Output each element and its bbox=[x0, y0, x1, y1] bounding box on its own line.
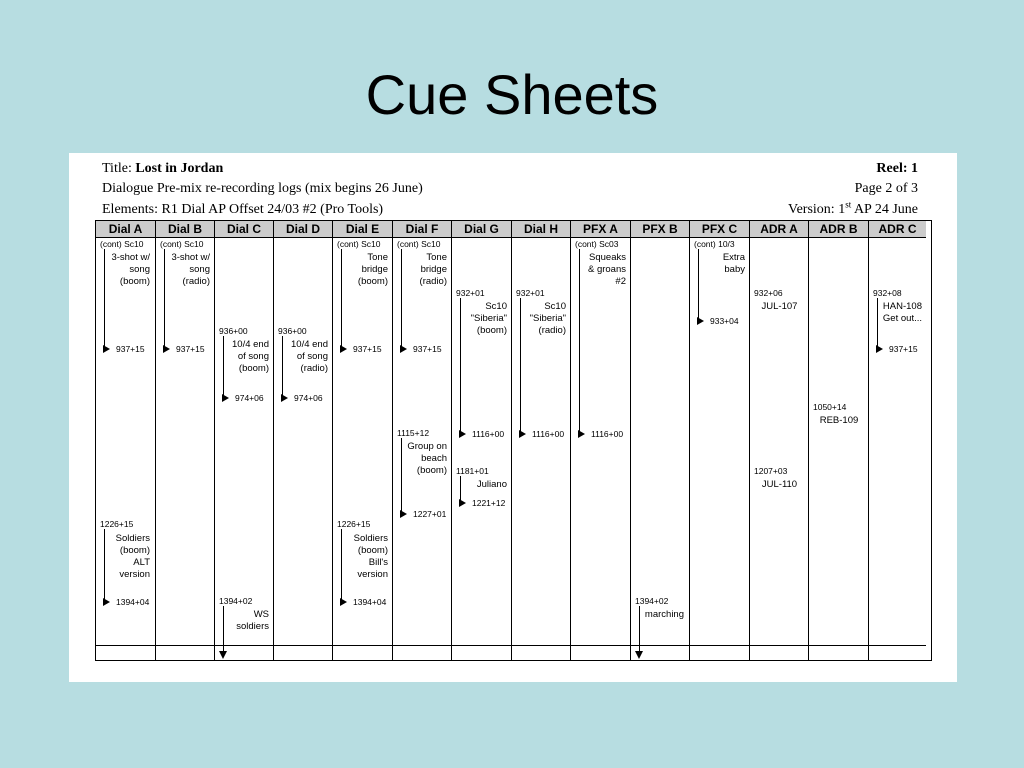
cue-duration-line bbox=[341, 529, 342, 602]
track-column bbox=[214, 221, 273, 660]
cue-block bbox=[393, 221, 452, 660]
cue-note bbox=[291, 339, 328, 375]
track-column-header: PFX C bbox=[690, 221, 749, 238]
cue-end-timecode: 1394+04 bbox=[353, 597, 387, 607]
cue-note bbox=[171, 252, 210, 288]
sheet-version-sup: st bbox=[845, 199, 852, 210]
cue-duration-line bbox=[520, 298, 521, 434]
cue-note-line: JUL-107 bbox=[761, 301, 798, 312]
cue-note-line: HAN-108 bbox=[882, 301, 922, 312]
cue-note-line: Soldiers bbox=[353, 533, 388, 544]
cue-end-timecode: 1227+01 bbox=[413, 509, 447, 519]
cue-end-timecode: 937+15 bbox=[353, 344, 382, 354]
cue-duration-line bbox=[223, 606, 224, 651]
cue-start-timecode: 932+01 bbox=[516, 288, 545, 298]
sheet-reel-value: Reel: 1 bbox=[876, 161, 918, 176]
cue-end-arrow-icon bbox=[876, 345, 883, 353]
cue-end-arrow-icon bbox=[400, 510, 407, 518]
cue-start-timecode: 1226+15 bbox=[337, 519, 371, 529]
cue-end-timecode: 974+06 bbox=[294, 393, 323, 403]
cue-note-line: (boom) bbox=[119, 276, 150, 287]
cue-note bbox=[645, 609, 684, 621]
sheet-title-line bbox=[102, 161, 223, 177]
cue-block bbox=[96, 221, 155, 660]
cue-note-line: "Siberia" bbox=[470, 313, 507, 324]
cue-block bbox=[512, 221, 571, 660]
cue-block bbox=[809, 221, 869, 660]
cue-end-arrow-icon bbox=[340, 598, 347, 606]
track-column-header: PFX A bbox=[571, 221, 630, 238]
cue-block bbox=[571, 221, 631, 660]
cue-start-timecode: (cont) 10/3 bbox=[694, 239, 735, 249]
cue-note-line: baby bbox=[724, 264, 745, 275]
cue-note-line: (boom) bbox=[238, 363, 269, 374]
cue-note-line: (boom) bbox=[416, 465, 447, 476]
cue-note-line: song bbox=[189, 264, 210, 275]
cue-note-line: 10/4 end bbox=[232, 339, 269, 350]
cue-continue-arrow-icon bbox=[635, 651, 643, 659]
cue-note-line: JUL-110 bbox=[761, 479, 798, 490]
cue-note-line: Soldiers bbox=[115, 533, 150, 544]
cue-note-line: bridge bbox=[420, 264, 447, 275]
cue-duration-line bbox=[282, 336, 283, 398]
cue-note-line: (boom) bbox=[357, 545, 388, 556]
cue-note bbox=[723, 252, 745, 276]
cue-end-timecode: 1116+00 bbox=[591, 429, 624, 439]
cue-end-timecode: 937+15 bbox=[176, 344, 205, 354]
sheet-subtitle: Dialogue Pre-mix re-recording logs (mix begins 26 June) bbox=[102, 181, 423, 196]
cue-start-timecode: 1050+14 bbox=[813, 402, 847, 412]
cue-block bbox=[274, 221, 333, 660]
cue-note bbox=[236, 609, 269, 633]
cue-end-timecode: 1394+04 bbox=[116, 597, 150, 607]
cue-block bbox=[631, 221, 690, 660]
sheet-version-prefix: Version: 1 bbox=[788, 202, 846, 217]
cue-note-line: (radio) bbox=[538, 325, 566, 336]
cue-sheet-document bbox=[69, 153, 957, 682]
track-column bbox=[630, 221, 689, 660]
cue-grid bbox=[95, 220, 932, 661]
cue-note bbox=[883, 301, 922, 325]
cue-duration-line bbox=[877, 298, 878, 349]
cue-end-arrow-icon bbox=[163, 345, 170, 353]
cue-note-line: Sc10 bbox=[544, 301, 566, 312]
track-column-header: Dial B bbox=[156, 221, 214, 238]
cue-start-timecode: (cont) Sc10 bbox=[337, 239, 381, 249]
cue-start-timecode: 1394+02 bbox=[635, 596, 669, 606]
cue-note-line: (boom) bbox=[357, 276, 388, 287]
cue-end-arrow-icon bbox=[281, 394, 288, 402]
cue-note-line: Tone bbox=[426, 252, 447, 263]
cue-note-line: WS bbox=[253, 609, 269, 620]
cue-note-line: soldiers bbox=[236, 621, 269, 632]
cue-start-timecode: 1115+12 bbox=[397, 428, 430, 438]
cue-note-line: bridge bbox=[361, 264, 388, 275]
cue-note bbox=[477, 479, 507, 491]
cue-block bbox=[333, 221, 393, 660]
cue-note-line: (radio) bbox=[419, 276, 447, 287]
track-column bbox=[570, 221, 630, 660]
track-column bbox=[273, 221, 332, 660]
cue-note-line: Get out... bbox=[882, 313, 922, 324]
cue-note-line: (radio) bbox=[182, 276, 210, 287]
cue-end-timecode: 937+15 bbox=[413, 344, 442, 354]
cue-duration-line bbox=[401, 438, 402, 514]
track-column-header: Dial F bbox=[393, 221, 451, 238]
cue-block bbox=[750, 221, 809, 660]
track-column bbox=[749, 221, 808, 660]
cue-start-timecode: (cont) Sc10 bbox=[100, 239, 144, 249]
cue-duration-line bbox=[698, 249, 699, 321]
cue-note-line: Extra bbox=[722, 252, 745, 263]
cue-start-timecode: 932+08 bbox=[873, 288, 902, 298]
cue-duration-line bbox=[164, 249, 165, 349]
cue-block bbox=[869, 221, 927, 660]
track-column-header: ADR C bbox=[869, 221, 926, 238]
cue-note-line: Bill's bbox=[368, 557, 388, 568]
cue-note-line: 10/4 end bbox=[291, 339, 328, 350]
cue-note-line: REB-109 bbox=[819, 415, 859, 426]
cue-end-arrow-icon bbox=[697, 317, 704, 325]
cue-block bbox=[215, 221, 274, 660]
cue-note bbox=[809, 415, 869, 427]
cue-note-line: (radio) bbox=[300, 363, 328, 374]
cue-note-line: "Siberia" bbox=[529, 313, 566, 324]
track-column bbox=[689, 221, 749, 660]
cue-start-timecode: (cont) Sc10 bbox=[397, 239, 441, 249]
track-column bbox=[451, 221, 511, 660]
cue-start-timecode: 936+00 bbox=[278, 326, 307, 336]
cue-end-timecode: 937+15 bbox=[889, 344, 918, 354]
cue-note bbox=[116, 533, 150, 581]
track-column bbox=[155, 221, 214, 660]
cue-duration-line bbox=[579, 249, 580, 434]
track-column-header: Dial H bbox=[512, 221, 570, 238]
sheet-page: Page 2 of 3 bbox=[854, 181, 918, 196]
cue-duration-line bbox=[639, 606, 640, 651]
cue-note-line: marching bbox=[644, 609, 684, 620]
cue-block bbox=[690, 221, 750, 660]
cue-note-line: ALT bbox=[133, 557, 150, 568]
cue-note-line: (boom) bbox=[119, 545, 150, 556]
cue-end-timecode: 933+04 bbox=[710, 316, 739, 326]
cue-note-line: Group on bbox=[407, 441, 447, 452]
cue-note-line: #2 bbox=[615, 276, 626, 287]
slide-title: Cue Sheets bbox=[365, 63, 659, 126]
track-column bbox=[808, 221, 868, 660]
cue-start-timecode: 936+00 bbox=[219, 326, 248, 336]
cue-note-line: Squeaks bbox=[589, 252, 626, 263]
cue-end-arrow-icon bbox=[459, 499, 466, 507]
track-column-header: PFX B bbox=[631, 221, 689, 238]
cue-note-line: version bbox=[357, 569, 388, 580]
cue-note-line: Juliano bbox=[476, 479, 507, 490]
cue-end-timecode: 937+15 bbox=[116, 344, 145, 354]
sheet-version-suffix: AP 24 June bbox=[851, 202, 918, 217]
sheet-title-label: Title: bbox=[102, 161, 132, 176]
cue-note-line: & groans bbox=[587, 264, 626, 275]
cue-end-timecode: 974+06 bbox=[235, 393, 264, 403]
cue-block bbox=[156, 221, 215, 660]
track-column bbox=[511, 221, 570, 660]
track-column bbox=[392, 221, 451, 660]
cue-start-timecode: 1207+03 bbox=[754, 466, 788, 476]
cue-start-timecode: 932+06 bbox=[754, 288, 783, 298]
track-column-header: Dial E bbox=[333, 221, 392, 238]
track-column bbox=[868, 221, 926, 660]
cue-note bbox=[530, 301, 566, 337]
cue-note-line: 3-shot w/ bbox=[111, 252, 150, 263]
sheet-version bbox=[788, 199, 918, 218]
cue-note-line: of song bbox=[296, 351, 328, 362]
cue-end-timecode: 1221+12 bbox=[472, 498, 506, 508]
cue-start-timecode: 932+01 bbox=[456, 288, 485, 298]
track-column bbox=[96, 221, 155, 660]
cue-note bbox=[750, 479, 809, 491]
cue-block bbox=[452, 221, 512, 660]
track-column-header: Dial G bbox=[452, 221, 511, 238]
cue-start-timecode: 1181+01 bbox=[456, 466, 489, 476]
cue-end-arrow-icon bbox=[519, 430, 526, 438]
cue-note-line: (boom) bbox=[476, 325, 507, 336]
track-column-header: Dial A bbox=[96, 221, 155, 238]
track-column-header: Dial D bbox=[274, 221, 332, 238]
cue-end-arrow-icon bbox=[103, 598, 110, 606]
track-column-header: Dial C bbox=[215, 221, 273, 238]
sheet-title-value: Lost in Jordan bbox=[135, 161, 224, 176]
cue-start-timecode: (cont) Sc10 bbox=[160, 239, 204, 249]
cue-note bbox=[354, 533, 388, 581]
cue-note bbox=[407, 441, 447, 477]
sheet-reel bbox=[876, 161, 918, 177]
cue-note-line: song bbox=[129, 264, 150, 275]
cue-continue-arrow-icon bbox=[219, 651, 227, 659]
cue-duration-line bbox=[104, 529, 105, 602]
cue-note-line: beach bbox=[421, 453, 447, 464]
cue-start-timecode: 1226+15 bbox=[100, 519, 134, 529]
cue-note-line: of song bbox=[237, 351, 269, 362]
sheet-elements: Elements: R1 Dial AP Offset 24/03 #2 (Pro Tools) bbox=[102, 202, 384, 217]
cue-note-line: 3-shot w/ bbox=[171, 252, 210, 263]
cue-note-line: version bbox=[119, 569, 150, 580]
cue-note-line: Sc10 bbox=[485, 301, 507, 312]
track-column bbox=[332, 221, 392, 660]
cue-end-arrow-icon bbox=[578, 430, 585, 438]
cue-note-line: Tone bbox=[367, 252, 388, 263]
track-column-header: ADR A bbox=[750, 221, 808, 238]
cue-end-timecode: 1116+00 bbox=[532, 429, 565, 439]
cue-start-timecode: (cont) Sc03 bbox=[575, 239, 619, 249]
cue-start-timecode: 1394+02 bbox=[219, 596, 253, 606]
track-column-header: ADR B bbox=[809, 221, 868, 238]
cue-note bbox=[588, 252, 626, 288]
cue-end-timecode: 1116+00 bbox=[472, 429, 505, 439]
